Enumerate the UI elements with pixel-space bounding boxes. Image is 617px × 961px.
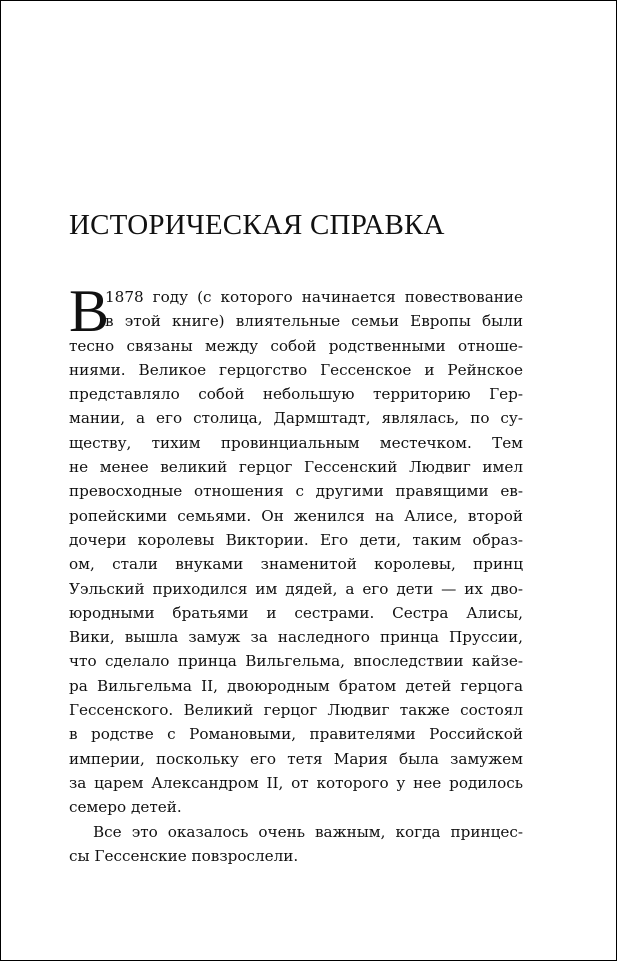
text-line: Гессенского. Великий герцог Людвиг также состоял xyxy=(69,701,523,720)
text-line: ниями. Великое герцогство Гессенское и Рейнское xyxy=(69,360,523,379)
text-line: империи, поскольку его тетя Мария была замужем xyxy=(69,749,523,768)
text-line: ра Вильгельма II, двоюродным братом детей герцога xyxy=(69,676,523,695)
paragraph-2 xyxy=(69,820,523,869)
text-line: ществу, тихим провинциальным местечком. Тем xyxy=(69,433,523,452)
text-line: Все это оказалось очень важным, когда принцес- xyxy=(93,822,523,841)
page-title: ИСТОРИЧЕСКАЯ СПРАВКА xyxy=(69,209,445,241)
paragraph-1 xyxy=(69,278,523,820)
text-line: ом, стали внуками знаменитой королевы, принц xyxy=(69,555,523,574)
text-line: Вики, вышла замуж за наследного принца Пруссии, xyxy=(69,628,523,647)
text-line: Уэльский приходился им дядей, а его дети — их дво- xyxy=(69,579,523,598)
text-line: юродными братьями и сестрами. Сестра Алисы, xyxy=(69,603,523,622)
drop-cap: В xyxy=(69,278,110,344)
body-text xyxy=(69,278,523,868)
text-line: мании, а его столица, Дармштадт, являлась, по су- xyxy=(69,409,523,428)
text-line: что сделало принца Вильгельма, впоследствии кайзе- xyxy=(69,652,523,671)
text-line: не менее великий герцог Гессенский Людвиг имел xyxy=(69,458,523,477)
text-line: в этой книге) влиятельные семьи Европы были xyxy=(105,312,523,331)
text-line: сы Гессенские повзрослели. xyxy=(69,846,299,865)
text-line: 1878 году (с которого начинается повествование xyxy=(105,288,523,306)
text-line: за царем Александром II, от которого у нее родилось xyxy=(69,773,523,792)
text-line: представляло собой небольшую территорию Гер- xyxy=(69,385,523,404)
text-line: в родстве с Романовыми, правителями Российской xyxy=(69,725,523,744)
text-line: тесно связаны между собой родственными отноше- xyxy=(69,336,523,355)
text-line: дочери королевы Виктории. Его дети, таким образ- xyxy=(69,530,523,549)
text-line: семеро детей. xyxy=(69,798,182,817)
text-line: превосходные отношения с другими правящими ев- xyxy=(69,482,523,501)
text-line: ропейскими семьями. Он женился на Алисе, второй xyxy=(69,506,523,525)
